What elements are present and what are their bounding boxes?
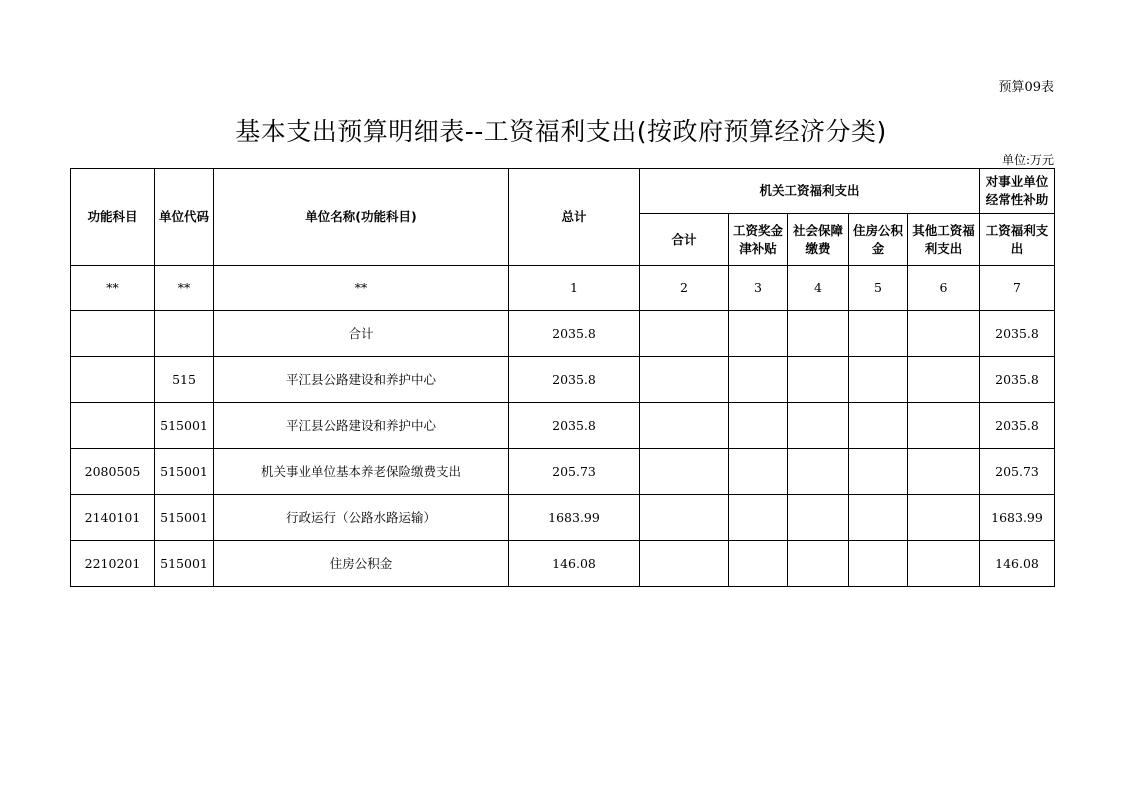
header-wage-welfare: 工资福利支出 [980, 214, 1055, 266]
index-row [71, 266, 1055, 311]
other-cell [908, 403, 980, 449]
func-subject-cell [71, 311, 155, 357]
other-cell [908, 357, 980, 403]
unit-name-cell: 平江县公路建设和养护中心 [214, 357, 509, 403]
total-cell: 2035.8 [509, 403, 640, 449]
header-group-org-salary: 机关工资福利支出 [640, 169, 980, 214]
index-cell: ** [71, 266, 155, 311]
index-cell: ** [214, 266, 509, 311]
header-func-subject: 功能科目 [71, 169, 155, 266]
wage-cell: 2035.8 [980, 357, 1055, 403]
sub-total-cell [640, 357, 729, 403]
housing-cell [849, 403, 908, 449]
social-cell [788, 403, 849, 449]
page-title: 基本支出预算明细表--工资福利支出(按政府预算经济分类) [235, 117, 887, 146]
wage-cell: 205.73 [980, 449, 1055, 495]
table-row [71, 403, 1055, 449]
unit-label: 单位:万元 [1001, 153, 1054, 167]
form-number: 预算09表 [998, 80, 1054, 95]
sub-total-cell [640, 495, 729, 541]
wage-cell: 2035.8 [980, 403, 1055, 449]
housing-cell [849, 495, 908, 541]
other-cell [908, 449, 980, 495]
salary-cell [729, 403, 788, 449]
unit-code-cell: 515 [155, 357, 214, 403]
other-cell [908, 311, 980, 357]
index-cell: 4 [788, 266, 849, 311]
social-cell [788, 449, 849, 495]
housing-cell [849, 311, 908, 357]
total-cell: 1683.99 [509, 495, 640, 541]
header-salary-bonus: 工资奖金津补贴 [729, 214, 788, 266]
index-cell: 5 [849, 266, 908, 311]
func-subject-cell: 2210201 [71, 541, 155, 587]
func-subject-cell: 2080505 [71, 449, 155, 495]
header-other-salary: 其他工资福利支出 [908, 214, 980, 266]
sub-total-cell [640, 403, 729, 449]
header-row-1 [71, 169, 1055, 214]
unit-name-cell: 合计 [214, 311, 509, 357]
index-cell: 1 [509, 266, 640, 311]
header-total: 总计 [509, 169, 640, 266]
total-cell: 146.08 [509, 541, 640, 587]
other-cell [908, 495, 980, 541]
unit-code-cell [155, 311, 214, 357]
header-housing-fund: 住房公积金 [849, 214, 908, 266]
other-cell [908, 541, 980, 587]
budget-table [70, 168, 1055, 587]
total-cell: 2035.8 [509, 311, 640, 357]
social-cell [788, 311, 849, 357]
header-sub-total: 合计 [640, 214, 729, 266]
table-row [71, 311, 1055, 357]
unit-code-cell: 515001 [155, 541, 214, 587]
func-subject-cell [71, 357, 155, 403]
table-row [71, 495, 1055, 541]
index-cell: ** [155, 266, 214, 311]
salary-cell [729, 495, 788, 541]
salary-cell [729, 449, 788, 495]
wage-cell: 146.08 [980, 541, 1055, 587]
index-cell: 7 [980, 266, 1055, 311]
unit-name-cell: 机关事业单位基本养老保险缴费支出 [214, 449, 509, 495]
func-subject-cell [71, 403, 155, 449]
social-cell [788, 541, 849, 587]
social-cell [788, 495, 849, 541]
housing-cell [849, 541, 908, 587]
unit-code-cell: 515001 [155, 495, 214, 541]
sub-total-cell [640, 541, 729, 587]
salary-cell [729, 311, 788, 357]
header-social-security: 社会保障缴费 [788, 214, 849, 266]
func-subject-cell: 2140101 [71, 495, 155, 541]
index-cell: 6 [908, 266, 980, 311]
salary-cell [729, 357, 788, 403]
table-row [71, 357, 1055, 403]
social-cell [788, 357, 849, 403]
total-cell: 2035.8 [509, 357, 640, 403]
salary-cell [729, 541, 788, 587]
wage-cell: 2035.8 [980, 311, 1055, 357]
header-group-subsidy: 对事业单位经常性补助 [980, 169, 1055, 214]
table-row [71, 449, 1055, 495]
unit-name-cell: 平江县公路建设和养护中心 [214, 403, 509, 449]
sub-total-cell [640, 311, 729, 357]
unit-name-cell: 行政运行（公路水路运输） [214, 495, 509, 541]
header-unit-code: 单位代码 [155, 169, 214, 266]
total-cell: 205.73 [509, 449, 640, 495]
header-unit-name: 单位名称(功能科目) [214, 169, 509, 266]
housing-cell [849, 449, 908, 495]
unit-code-cell: 515001 [155, 449, 214, 495]
housing-cell [849, 357, 908, 403]
unit-name-cell: 住房公积金 [214, 541, 509, 587]
index-cell: 2 [640, 266, 729, 311]
table-row [71, 541, 1055, 587]
unit-code-cell: 515001 [155, 403, 214, 449]
index-cell: 3 [729, 266, 788, 311]
sub-total-cell [640, 449, 729, 495]
wage-cell: 1683.99 [980, 495, 1055, 541]
